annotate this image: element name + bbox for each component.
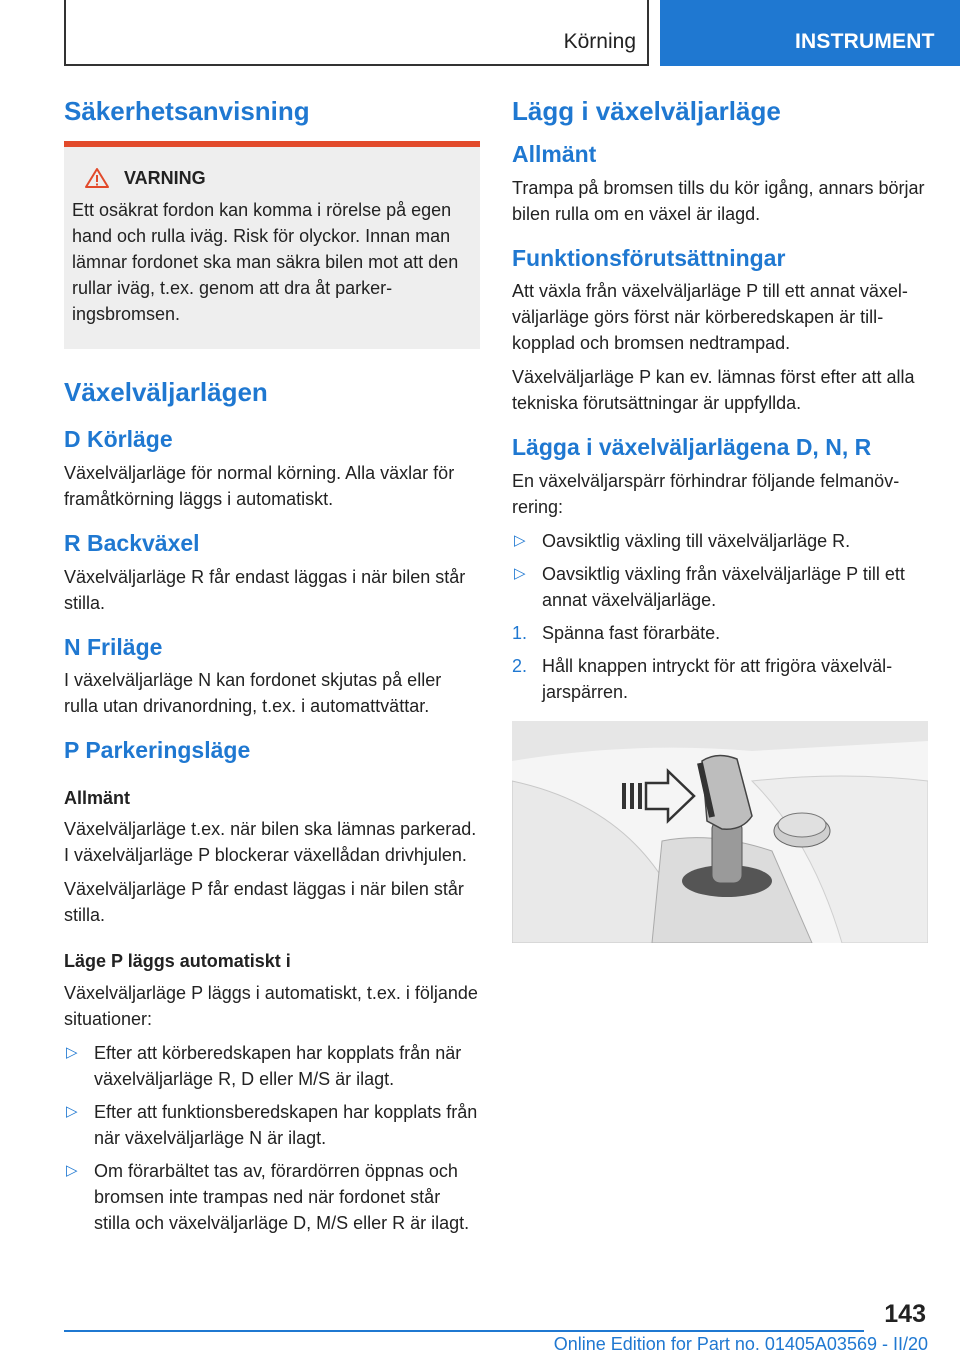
warning-triangle-icon bbox=[84, 167, 110, 189]
n-title: N Friläge bbox=[64, 633, 163, 660]
list-item: ▷ Efter att funktionsberedskapen har kopplats från när växelväljarläge N är ilagt. bbox=[64, 1099, 480, 1151]
engage-title: Lägg i växelväljarläge bbox=[512, 96, 781, 126]
func-text2: Växelväljarläge P kan ev. lämnas först efter att alla tekniska förutsättningar är uppfyllda. bbox=[512, 367, 915, 414]
gear-selector-illustration bbox=[512, 721, 928, 943]
page-number: 143 bbox=[884, 1300, 926, 1328]
steps-list bbox=[512, 620, 928, 705]
step-item: 2. Håll knappen intryckt för att frigöra växelväljarspärren. bbox=[512, 653, 928, 705]
p-auto-title: Läge P läggs automatiskt i bbox=[64, 951, 291, 972]
warning-text: Ett osäkrat fordon kan komma i rörelse på egen hand och rulla iväg. Risk för olyckor. Innan man lämnar fordonet ska man säkra bilen mot att den rullar iväg, t.ex. genom att dra åt parkeringsbromsen. bbox=[72, 200, 459, 325]
triangle-bullet-icon: ▷ bbox=[66, 1043, 78, 1061]
func-text1: Att växla från växelväljarläge P till ett annat växelväljarläge görs först när körberedskapen är tillkopplad och bromsen nedtrampad. bbox=[512, 281, 908, 354]
modes-title: Växelväljarlägen bbox=[64, 377, 268, 408]
r-title: R Backväxel bbox=[64, 529, 200, 556]
list-item: ▷ Efter att körberedskapen har kopplats från när växelväljarläge R, D eller M/S är ilagt. bbox=[64, 1040, 480, 1092]
triangle-bullet-icon: ▷ bbox=[514, 531, 526, 549]
p-general-title: Allmänt bbox=[64, 787, 131, 808]
footer-divider bbox=[64, 1330, 864, 1332]
dnr-text: En växelväljarspärr förhindrar följande felmanövrering: bbox=[512, 470, 900, 517]
d-text: Växelväljarläge för normal körning. Alla växlar för framåtkörning läggs i automatiskt. bbox=[64, 462, 455, 509]
d-title: D Körläge bbox=[64, 426, 173, 453]
list-item: ▷ Om förarbältet tas av, förardörren öppnas och bromsen inte trampas ned när fordonet står stilla och växelväljarläge D, M/S eller R är ilagt. bbox=[64, 1158, 480, 1236]
p-auto-text: Växelväljarläge P läggs i automatiskt, t.ex. i följande situationer: bbox=[64, 982, 478, 1029]
step-number: 1. bbox=[512, 622, 528, 643]
p-auto-list bbox=[64, 1040, 480, 1236]
p-general-text2: Växelväljarläge P får endast läggas i när bilen står stilla. bbox=[64, 879, 464, 926]
triangle-bullet-icon: ▷ bbox=[66, 1161, 78, 1179]
r-text: Växelväljarläge R får endast läggas i när bilen står stilla. bbox=[64, 566, 466, 613]
footer-edition: Online Edition for Part no. 01405A03569 - II/20 bbox=[553, 1334, 928, 1354]
list-item: ▷ Oavsiktlig växling från växelväljarläge P till ett annat växelväljarläge. bbox=[512, 561, 928, 613]
dnr-title: Lägga i växelväljarlägena D, N, R bbox=[512, 434, 872, 461]
triangle-bullet-icon: ▷ bbox=[514, 564, 526, 582]
general-title: Allmänt bbox=[512, 141, 597, 168]
left-column bbox=[64, 96, 480, 1243]
header-chapter-tab: INSTRUMENT bbox=[660, 0, 960, 66]
triangle-bullet-icon: ▷ bbox=[66, 1102, 78, 1120]
warning-heading bbox=[72, 167, 472, 189]
safety-title: Säkerhetsanvisning bbox=[64, 96, 310, 126]
func-title: Funktionsförutsättningar bbox=[512, 244, 786, 271]
n-text: I växelväljarläge N kan fordonet skjutas på eller rulla utan drivanordning, t.ex. i automattvättar. bbox=[64, 670, 442, 717]
step-item: 1. Spänna fast förarbäte. bbox=[512, 620, 928, 646]
p-title: P Parkeringsläge bbox=[64, 737, 251, 764]
right-column bbox=[512, 96, 928, 943]
warning-box bbox=[64, 141, 480, 349]
warning-label: VARNING bbox=[124, 167, 206, 188]
dnr-list bbox=[512, 528, 928, 613]
p-general-text1: Växelväljarläge t.ex. när bilen ska lämnas parkerad. I växelväljarläge P blockerar växellådan drivhjulen. bbox=[64, 819, 477, 866]
general-text: Trampa på bromsen tills du kör igång, annars börjar bilen rulla om en växel är ilagd. bbox=[512, 177, 925, 224]
step-number: 2. bbox=[512, 655, 528, 676]
header-section: Körning bbox=[563, 30, 636, 53]
gear-selector-drawing bbox=[512, 721, 928, 943]
list-item: ▷ Oavsiktlig växling till växelväljarläge R. bbox=[512, 528, 928, 554]
